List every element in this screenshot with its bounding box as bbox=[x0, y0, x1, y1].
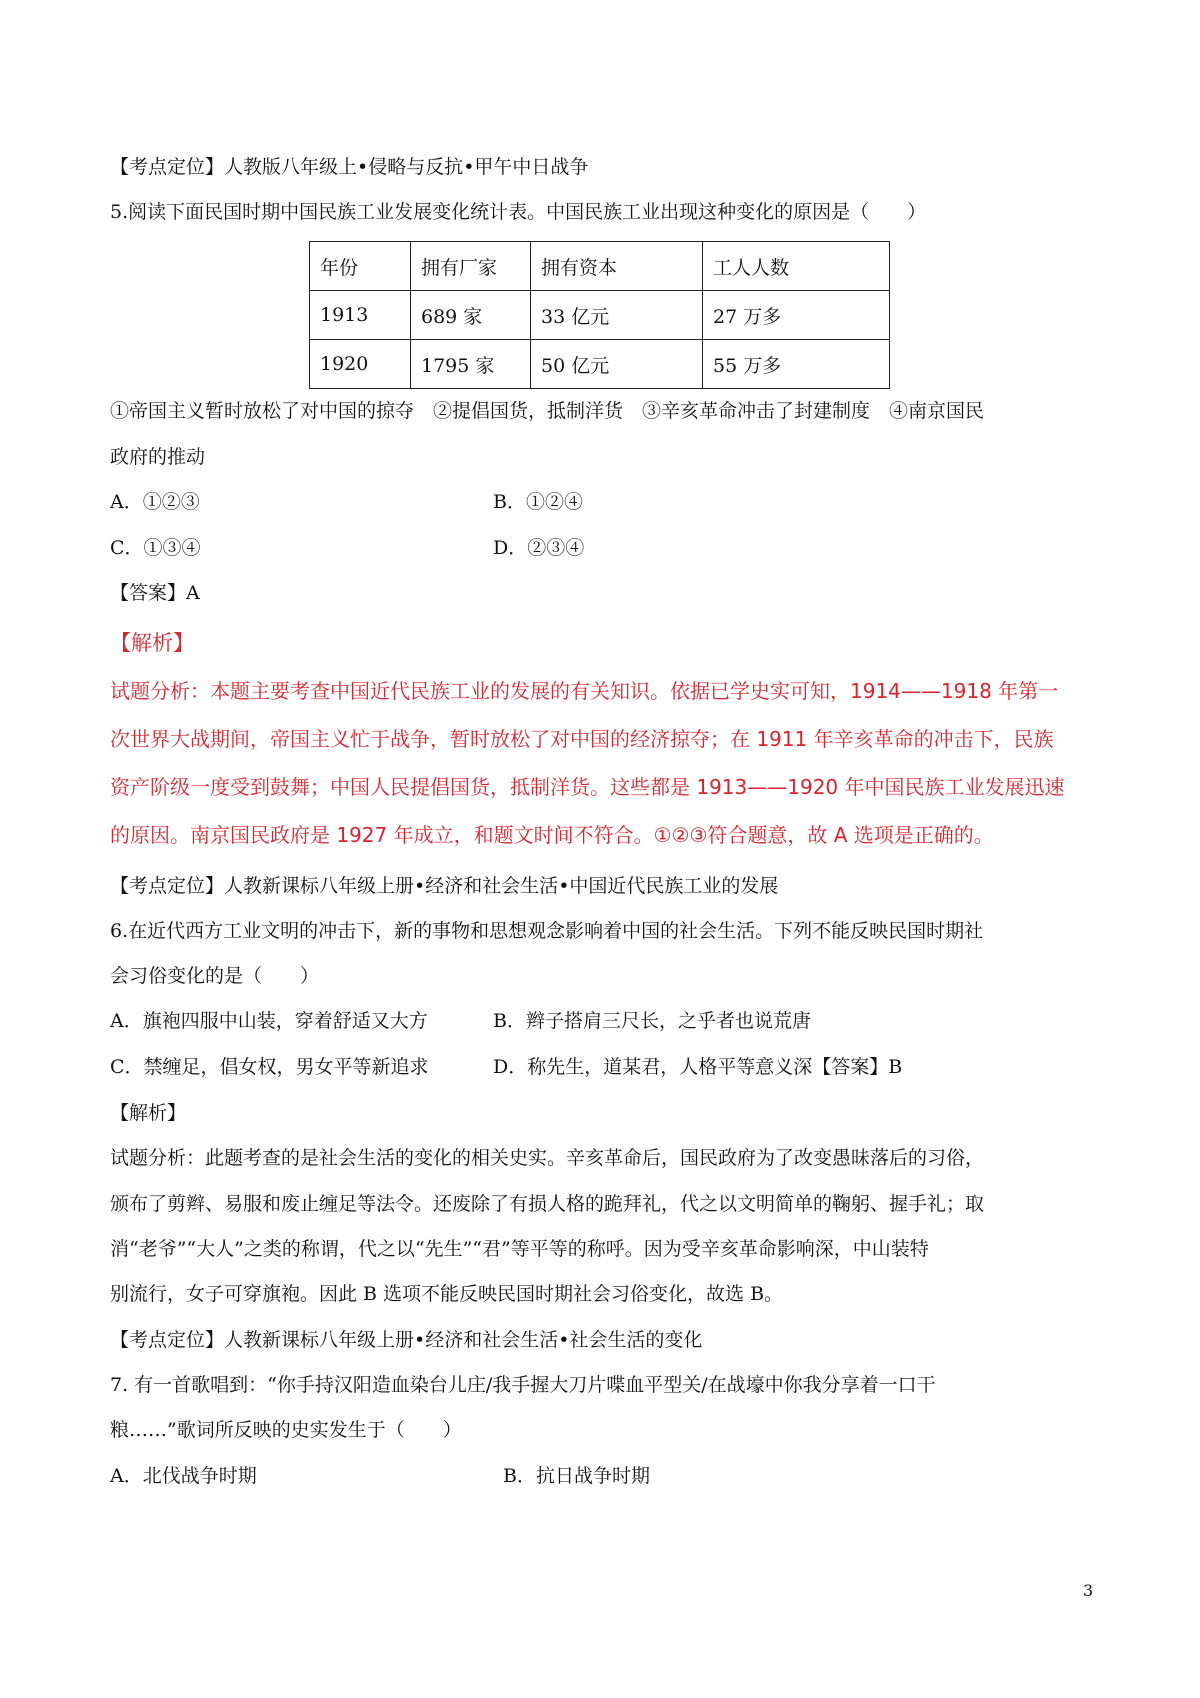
q6-option-a: A．旗袍四服中山装，穿着舒适又大方 bbox=[110, 1010, 428, 1032]
q6-analysis-line: 消“老爷”“大人”之类的称谓，代之以“先生”“君”等平等的称呼。因为受辛亥革命影响深，中山装特 bbox=[110, 1238, 929, 1260]
table-cell: 33 亿元 bbox=[531, 291, 703, 340]
q5-option-c: C．①③④ bbox=[110, 537, 201, 559]
table-cell: 55 万多 bbox=[703, 340, 890, 389]
table-cell: 27 万多 bbox=[703, 291, 890, 340]
q5-answer: 【答案】A bbox=[110, 582, 200, 604]
q5-analysis-line: 试题分析：本题主要考查中国近代民族工业的发展的有关知识。依据已学史实可知，1914——1918 年第一 bbox=[110, 679, 1059, 703]
table-cell: 50 亿元 bbox=[531, 340, 703, 389]
q6-analysis-line: 颁布了剪辫、易服和废止缠足等法令。还废除了有损人格的跪拜礼，代之以文明简单的鞠躬、握手礼；取 bbox=[110, 1193, 985, 1215]
q6-analysis-line: 试题分析：此题考查的是社会生活的变化的相关史实。辛亥革命后，国民政府为了改变愚昧落后的习俗， bbox=[110, 1147, 985, 1169]
q5-kaodian: 【考点定位】人教新课标八年级上册•经济和社会生活•中国近代民族工业的发展 bbox=[110, 875, 779, 897]
q5-option-b: B．①②④ bbox=[493, 491, 583, 513]
table-cell: 1913 bbox=[310, 291, 411, 340]
q5-analysis-line: 次世界大战期间，帝国主义忙于战争，暂时放松了对中国的经济掠夺；在 1911 年辛亥革命的冲击下，民族 bbox=[110, 727, 1054, 751]
q5-option-a: A．①②③ bbox=[110, 491, 200, 513]
q5-analysis-line: 资产阶级一度受到鼓舞；中国人民提倡国货，抵制洋货。这些都是 1913——1920 年中国民族工业发展迅速 bbox=[110, 775, 1065, 799]
table-row bbox=[310, 340, 890, 389]
table-header-cell: 拥有厂家 bbox=[411, 242, 531, 291]
industry-stats-table bbox=[309, 241, 890, 389]
q5-stem: 5.阅读下面民国时期中国民族工业发展变化统计表。中国民族工业出现这种变化的原因是（ ） bbox=[110, 201, 927, 223]
q5-option-d: D．②③④ bbox=[493, 537, 585, 559]
q5-items-line1: ①帝国主义暂时放松了对中国的掠夺 ②提倡国货，抵制洋货 ③辛亥革命冲击了封建制度 ④南京国民 bbox=[110, 400, 985, 422]
q7-stem-line2: 粮……”歌词所反映的史实发生于（ ） bbox=[110, 1419, 462, 1441]
q4-kaodian: 【考点定位】人教版八年级上•侵略与反抗•甲午中日战争 bbox=[110, 156, 589, 178]
table-cell: 689 家 bbox=[411, 291, 531, 340]
table-cell: 1920 bbox=[310, 340, 411, 389]
q6-analysis-line: 别流行，女子可穿旗袍。因此 B 选项不能反映民国时期社会习俗变化，故选 B。 bbox=[110, 1283, 784, 1305]
q6-kaodian: 【考点定位】人教新课标八年级上册•经济和社会生活•社会生活的变化 bbox=[110, 1329, 703, 1351]
table-header-cell: 年份 bbox=[310, 242, 411, 291]
table-header-cell: 拥有资本 bbox=[531, 242, 703, 291]
q5-analysis-line: 的原因。南京国民政府是 1927 年成立，和题文时间不符合。①②③符合题意，故 A 选项是正确的。 bbox=[110, 823, 994, 847]
q7-stem-line1: 7. 有一首歌唱到：“你手持汉阳造血染台儿庄/我手握大刀片喋血平型关/在战壕中你我分享着一口干 bbox=[110, 1374, 936, 1396]
page-number: 3 bbox=[1083, 1581, 1094, 1600]
q6-option-c: C．禁缠足，倡女权，男女平等新追求 bbox=[110, 1056, 429, 1078]
q5-jiexi-title: 【解析】 bbox=[110, 631, 194, 655]
table-header-cell: 工人人数 bbox=[703, 242, 890, 291]
q6-stem-line2: 会习俗变化的是（ ） bbox=[110, 965, 320, 987]
q6-option-b: B．辫子搭肩三尺长，之乎者也说荒唐 bbox=[493, 1010, 811, 1032]
table-cell: 1795 家 bbox=[411, 340, 531, 389]
q7-option-a: A．北伐战争时期 bbox=[110, 1465, 257, 1487]
q6-stem-line1: 6.在近代西方工业文明的冲击下，新的事物和思想观念影响着中国的社会生活。下列不能反映民国时期社 bbox=[110, 920, 984, 942]
table-header-row bbox=[310, 242, 890, 291]
table-row bbox=[310, 291, 890, 340]
q7-option-b: B．抗日战争时期 bbox=[503, 1465, 650, 1487]
q6-option-d: D．称先生，道某君，人格平等意义深【答案】B bbox=[493, 1056, 903, 1078]
q6-jiexi-title: 【解析】 bbox=[110, 1102, 187, 1124]
q5-items-line2: 政府的推动 bbox=[110, 446, 206, 468]
